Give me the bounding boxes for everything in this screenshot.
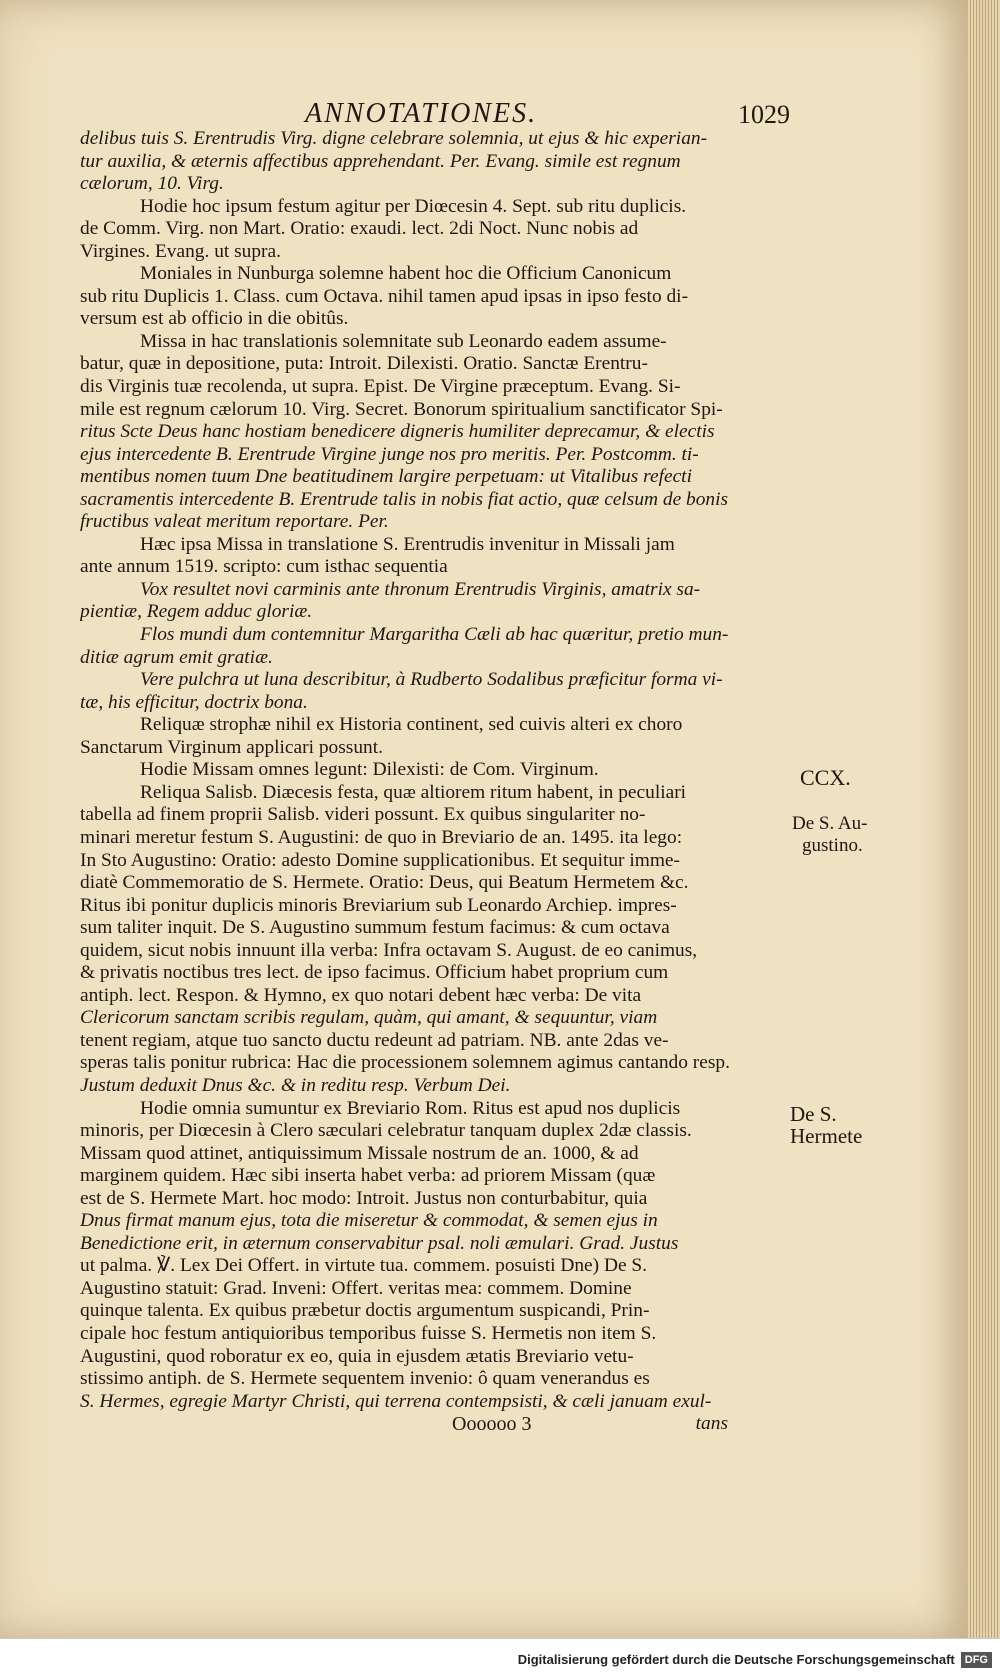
margin-note-augustino-line2: gustino. (802, 835, 863, 856)
catchword: tans (695, 1413, 728, 1435)
text-line: tabella ad finem proprii Salisb. videri possunt. Ex quibus singulariter no- (80, 804, 646, 826)
page-header (80, 98, 790, 132)
footer-credit: Digitalisierung gefördert durch die Deutsche Forschungsgemeinschaft (517, 1652, 955, 1667)
text-line: Vox resultet novi carminis ante thronum Erentrudis Virginis, amatrix sa- (140, 578, 701, 600)
text-line: Benedictione erit, in æternum conservabitur psal. noli æmulari. Grad. Justus (80, 1232, 679, 1254)
text-line: tæ, his efficitur, doctrix bona. (80, 691, 308, 713)
text-line: ante annum 1519. scripto: cum isthac sequentia (80, 556, 448, 578)
signature-mark: Oooooo 3 (452, 1413, 532, 1436)
text-line: Missam quod attinet, antiquissimum Missale nostrum de an. 1000, & ad (80, 1142, 639, 1164)
page-number: 1029 (738, 100, 790, 129)
text-line: minoris, per Diœcesin à Clero sæculari celebratur tanquam duplex 2dæ classis. (80, 1120, 692, 1142)
text-line: ditiæ agrum emit gratiæ. (80, 646, 273, 668)
text-line: Sanctarum Virginum applicari possunt. (80, 736, 383, 758)
body-text (80, 128, 790, 1436)
text-line: sacramentis intercedente B. Erentrude talis in nobis fiat actio, quæ celsum de bonis (80, 488, 729, 510)
text-line: tenent regiam, atque tuo sancto ductu redeunt ad patriam. NB. ante 2das ve- (80, 1029, 669, 1051)
text-line: antiph. lect. Respon. & Hymno, ex quo notari debent hæc verba: De vita (80, 984, 642, 1006)
text-line: mentibus nomen tuum Dne beatitudinem largire perpetuam: ut Vitalibus refecti (80, 466, 692, 488)
text-line: cipale hoc festum antiquioribus temporibus fuisse S. Hermetis non item S. (80, 1322, 657, 1344)
text-line: Augustini, quod roboratur ex eo, quia in ejusdem ætatis Breviario vetu- (80, 1345, 634, 1367)
text-line: mile est regnum cælorum 10. Virg. Secret. Bonorum spiritualium sanctificator Spi- (80, 398, 723, 420)
text-line: est de S. Hermete Mart. hoc modo: Introit. Justus non conturbabitur, quia (80, 1187, 648, 1209)
text-line: quidem, sicut nobis innuunt illa verba: Infra octavam S. August. de eo canimus, (80, 939, 698, 961)
text-line: Ritus ibi ponitur duplicis minoris Breviarium sub Leonardo Archiep. impres- (80, 894, 677, 916)
text-line: Augustino statuit: Grad. Inveni: Offert. veritas mea: commem. Domine (80, 1277, 632, 1299)
text-line: dis Virginis tuæ recolenda, ut supra. Epist. De Virgine præceptum. Evang. Si- (80, 376, 681, 398)
text-line: Missa in hac translationis solemnitate sub Leonardo eadem assume- (140, 330, 667, 352)
text-line: Hæc ipsa Missa in translatione S. Erentrudis invenitur in Missali jam (140, 533, 675, 555)
text-line: batur, quæ in depositione, puta: Introit. Dilexisti. Oratio. Sanctæ Erentru- (80, 353, 648, 375)
text-line: ejus intercedente B. Erentrude Virgine junge nos pro meritis. Per. Postcomm. ti- (80, 443, 699, 465)
text-line: ut palma. ℣. Lex Dei Offert. in virtute tua. commem. posuisti Dne) De S. (80, 1255, 648, 1277)
text-line: quinque talenta. Ex quibus præbetur doctis argumentum suspicandi, Prin- (80, 1300, 650, 1322)
text-line: Virgines. Evang. ut supra. (80, 240, 281, 262)
running-head: ANNOTATIONES. (305, 98, 538, 129)
text-line: tur auxilia, & æternis affectibus apprehendant. Per. Evang. simile est regnum (80, 150, 681, 172)
signature-row (80, 1413, 790, 1436)
margin-note-augustino-line1: De S. Au- (792, 813, 868, 834)
dfg-logo: DFG (961, 1652, 992, 1668)
text-line: Vere pulchra ut luna describitur, à Rudberto Sodalibus præficitur forma vi- (140, 669, 723, 691)
margin-note-hermete-line2: Hermete (790, 1124, 863, 1148)
text-line: de Comm. Virg. non Mart. Oratio: exaudi. lect. 2di Noct. Nunc nobis ad (80, 218, 639, 240)
text-line: minari meretur festum S. Augustini: de quo in Breviario de an. 1495. ita lego: (80, 826, 683, 848)
text-line: & privatis noctibus tres lect. de ipso facimus. Officium habet proprium cum (80, 962, 669, 984)
text-line: In Sto Augustino: Oratio: adesto Domine supplicationibus. Et sequitur imme- (80, 849, 680, 871)
text-line: delibus tuis S. Erentrudis Virg. digne celebrare solemnia, ut ejus & hic experian- (80, 128, 708, 149)
text-line: versum est ab officio in die obitûs. (80, 308, 349, 330)
text-line: Moniales in Nunburga solemne habent hoc die Officium Canonicum (140, 263, 672, 285)
text-line: Flos mundi dum contemnitur Margaritha Cæli ab hac quæritur, pretio mun- (140, 624, 729, 646)
text-line: Clericorum sanctam scribis regulam, quàm, qui amant, & sequuntur, viam (80, 1007, 658, 1029)
text-line: fructibus valeat meritum reportare. Per. (80, 511, 389, 533)
text-line: S. Hermes, egregie Martyr Christi, qui terrena contempsisti, & cæli januam exul- (80, 1390, 712, 1412)
margin-note-ccx: CCX. (800, 765, 851, 790)
text-line: Reliquæ strophæ nihil ex Historia continent, sed cuivis alteri ex choro (140, 714, 683, 736)
text-line: Dnus firmat manum ejus, tota die miseretur & commodat, & semen ejus in (80, 1210, 658, 1232)
text-line: cælorum, 10. Virg. (80, 173, 224, 195)
text-line: speras talis ponitur rubrica: Hac die processionem solemnem agimus cantando resp. (80, 1052, 730, 1074)
margin-note-hermete-line1: De S. (790, 1102, 837, 1126)
text-line: Hodie Missam omnes legunt: Dilexisti: de Com. Virginum. (140, 759, 599, 781)
text-line: marginem quidem. Hæc sibi inserta habet verba: ad priorem Missam (quæ (80, 1165, 656, 1187)
footer-bar (0, 1638, 1000, 1680)
text-line: sum taliter inquit. De S. Augustino summum festum facimus: & cum octava (80, 917, 670, 939)
text-line: Reliqua Salisb. Diæcesis festa, quæ altiorem ritum habent, in peculiari (140, 781, 687, 803)
text-line: ritus Scte Deus hanc hostiam benedicere digneris humiliter deprecamur, & electis (80, 421, 715, 443)
text-line: stissimo antiph. de S. Hermete sequentem invenio: ô quam venerandus es (80, 1368, 650, 1390)
page-edges (968, 0, 1000, 1638)
text-line: diatè Commemoratio de S. Hermete. Oratio: Deus, qui Beatum Hermetem &c. (80, 872, 689, 894)
text-line: pientiæ, Regem adduc gloriæ. (80, 601, 313, 623)
text-line: Hodie omnia sumuntur ex Breviario Rom. Ritus est apud nos duplicis (140, 1097, 681, 1119)
text-line: Hodie hoc ipsum festum agitur per Diœcesin 4. Sept. sub ritu duplicis. (140, 195, 687, 217)
text-line: sub ritu Duplicis 1. Class. cum Octava. nihil tamen apud ipsas in ipso festo di- (80, 285, 689, 307)
text-line: Justum deduxit Dnus &c. & in reditu resp. Verbum Dei. (80, 1074, 511, 1096)
